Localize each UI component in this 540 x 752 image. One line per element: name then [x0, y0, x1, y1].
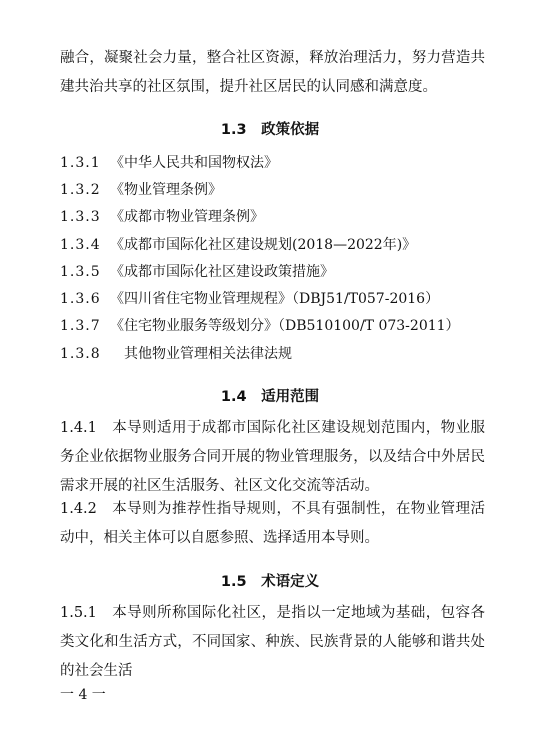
item-number: 1.3.3 — [60, 209, 101, 225]
intro-paragraph: 融合，凝聚社会力量，整合社区资源，释放治理活力，努力营造共建共治共享的社区氛围，提升社区居民的认同感和满意度。 — [60, 50, 485, 95]
list-item — [60, 315, 490, 335]
item-number: 1.3.6 — [60, 291, 101, 307]
item-number: 1.3.1 — [60, 155, 101, 171]
paragraph-1-5-1: 1.5.1 本导则所称国际化社区，是指以一定地域为基础，包容各类文化和生活方式，不同国家、种族、民族背景的人能够和谐共处的社会生活 — [60, 605, 485, 679]
section-heading-1-4: 1.4 适用范围 — [220, 389, 320, 405]
item-text: 《物业管理条例》 — [110, 182, 222, 198]
list-item — [60, 152, 490, 172]
section-heading-1-5: 1.5 术语定义 — [220, 574, 320, 590]
item-number: 1.3.4 — [60, 237, 101, 253]
item-text: 其他物业管理相关法律法规 — [110, 346, 292, 362]
list-item — [60, 288, 490, 308]
item-text: 《成都市国际化社区建设规划(2018—2022年)》 — [110, 237, 417, 253]
item-text: 《成都市物业管理条例》 — [110, 209, 264, 225]
item-text: 《住宅物业服务等级划分》（DB510100/T 073-2011） — [110, 318, 460, 334]
item-number: 1.3.7 — [60, 318, 101, 334]
list-item — [60, 234, 490, 254]
item-number: 1.3.8 — [60, 346, 101, 362]
paragraph-1-4-2: 1.4.2 本导则为推荐性指导规则，不具有强制性，在物业管理活动中，相关主体可以自愿参照、选择适用本导则。 — [60, 501, 485, 546]
paragraph-1-4-1: 1.4.1 本导则适用于成都市国际化社区建设规划范围内，物业服务企业依据物业服务合同开展的物业管理服务，以及结合中外居民需求开展的社区生活服务、社区文化交流等活动。 — [60, 420, 485, 494]
item-number: 1.3.5 — [60, 264, 101, 280]
item-number: 1.3.2 — [60, 182, 101, 198]
list-item — [60, 179, 490, 199]
list-item — [60, 206, 490, 226]
list-item — [60, 261, 490, 281]
list-item — [60, 343, 490, 363]
section-heading-1-3: 1.3 政策依据 — [220, 122, 320, 138]
item-text: 《四川省住宅物业管理规程》（DBJ51/T057-2016） — [110, 291, 440, 307]
item-text: 《中华人民共和国物权法》 — [110, 155, 278, 171]
item-text: 《成都市国际化社区建设政策措施》 — [110, 264, 334, 280]
page-number: 一 4 一 — [60, 687, 106, 703]
